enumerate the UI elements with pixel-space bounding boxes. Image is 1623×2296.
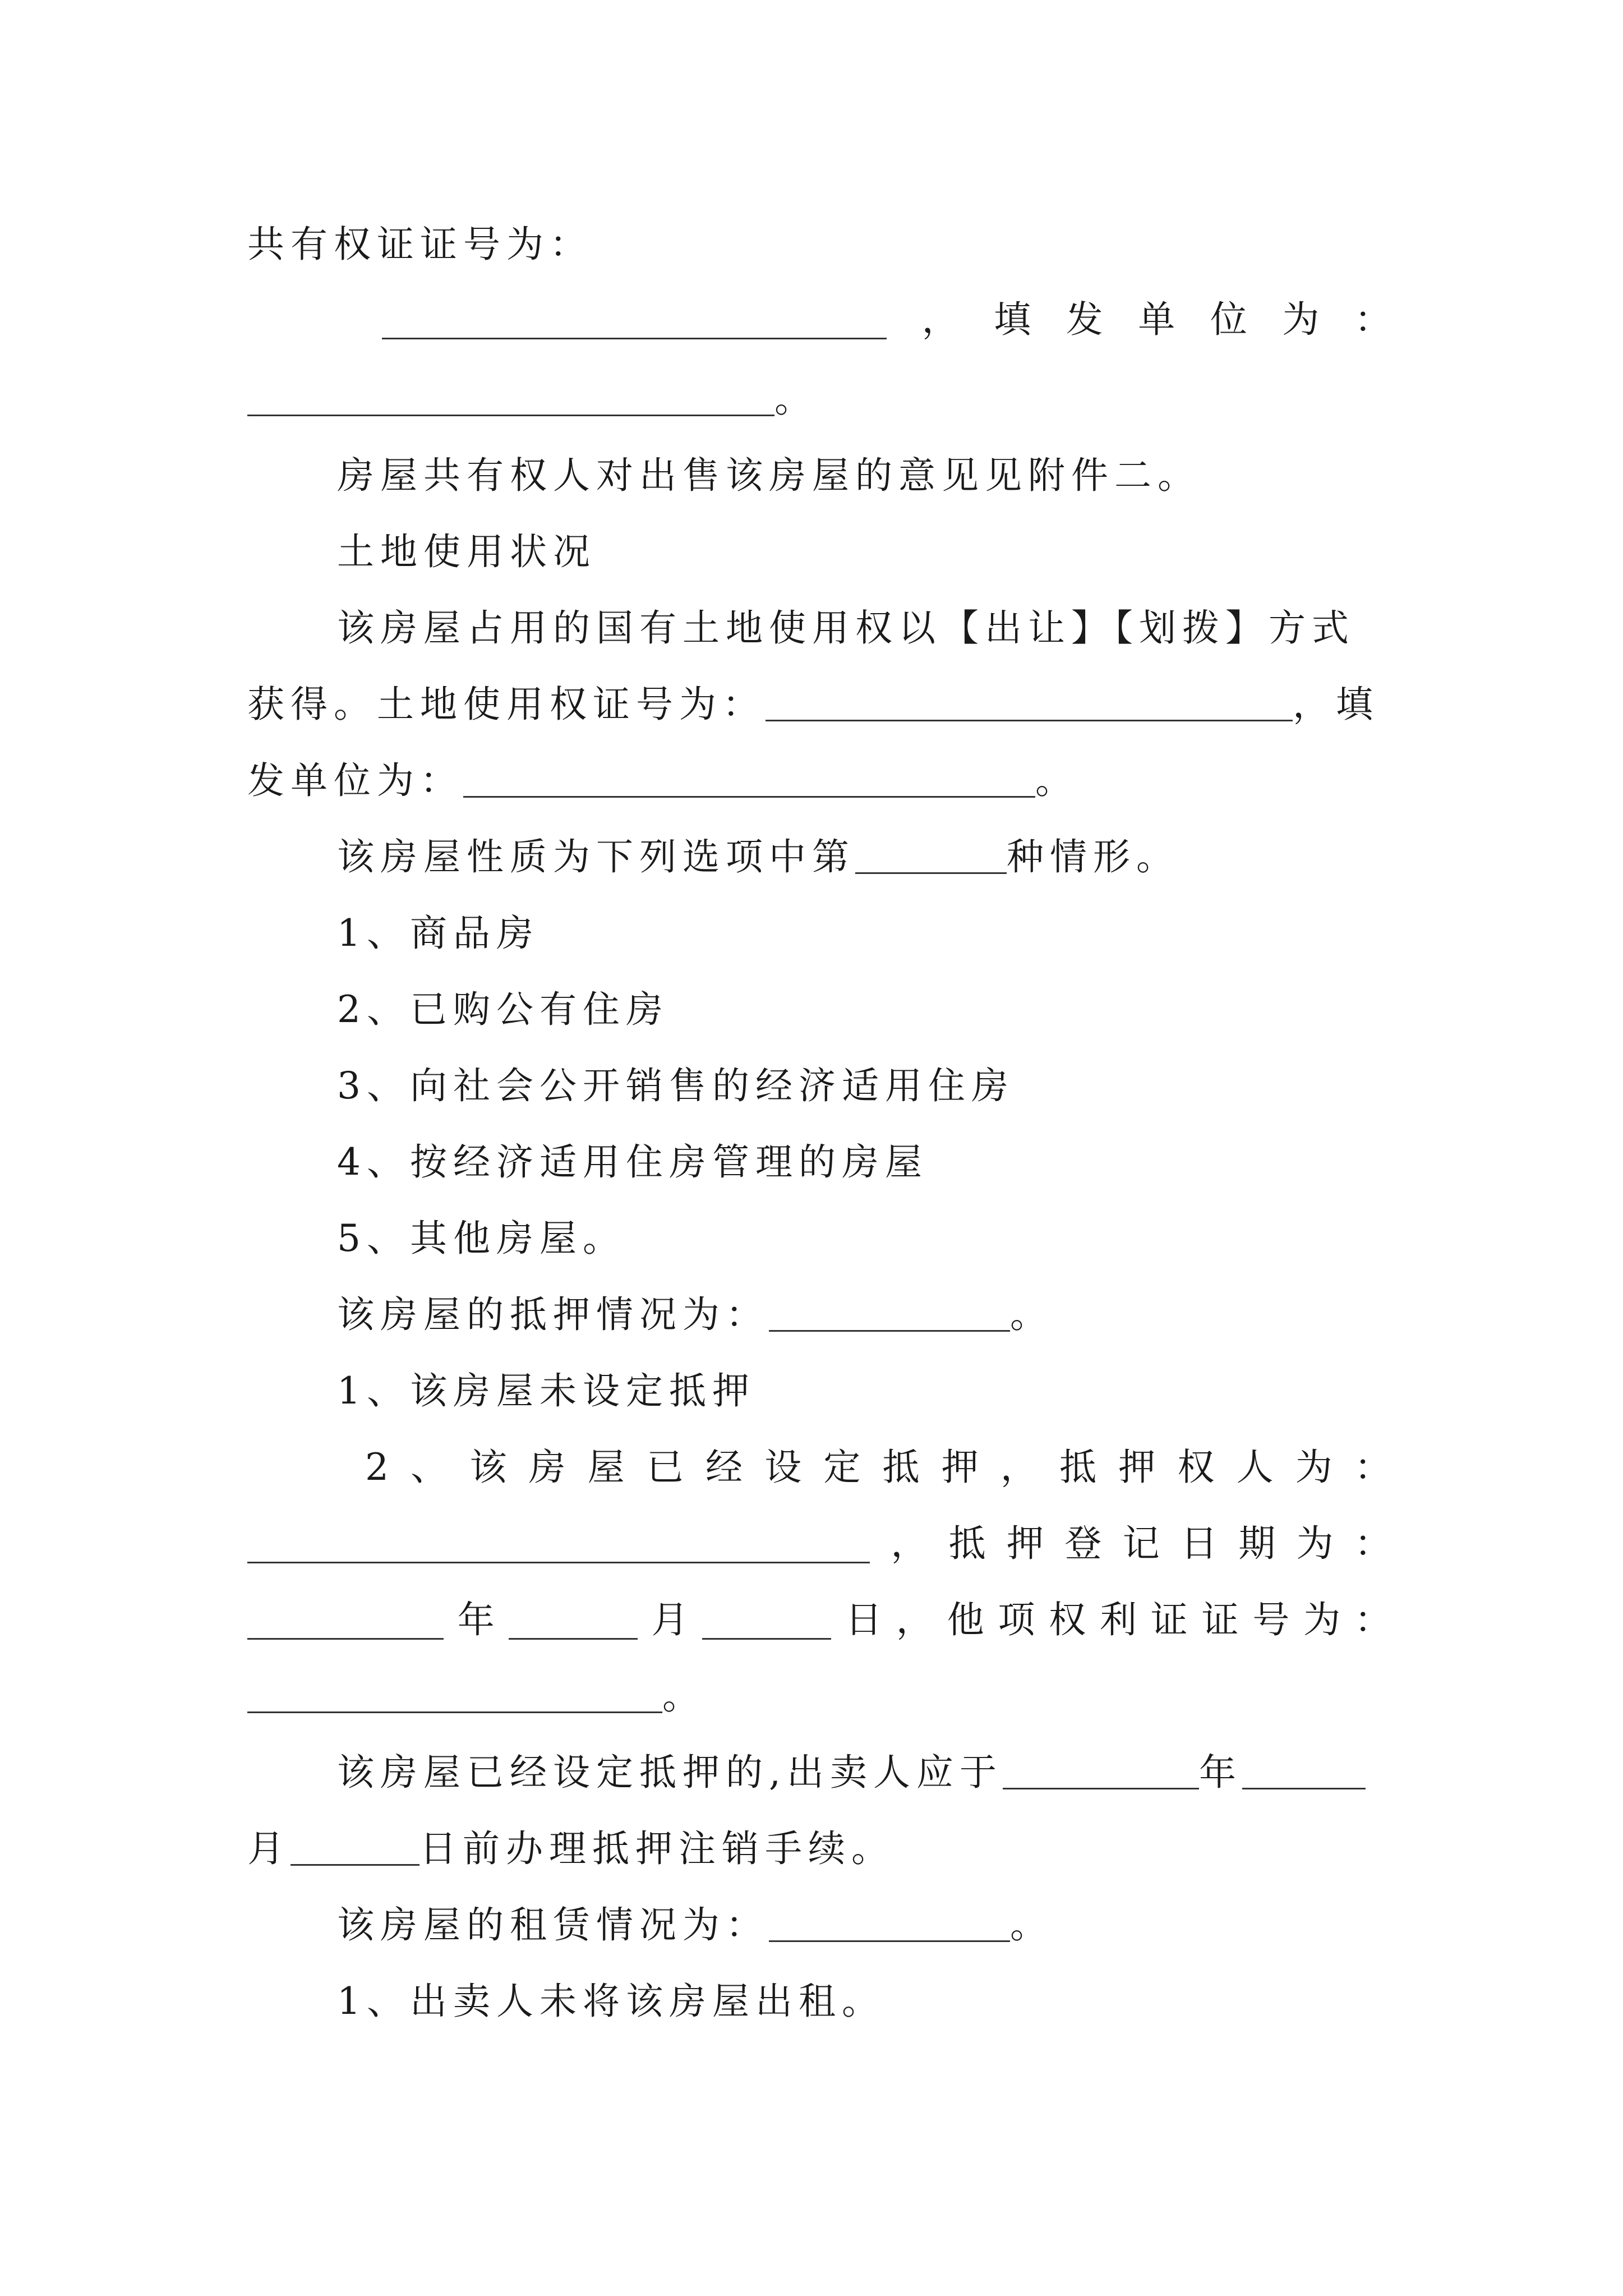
text-line [382,289,1391,351]
text-line [365,1437,1391,1498]
text-line [247,369,1391,430]
char: 押 [941,1446,979,1489]
char: 单 [1138,298,1175,341]
line-text: 房屋共有权人对出售该房屋的意见见附件二。 [337,454,1201,497]
char: ， [891,1522,928,1565]
line-text: ，填 [1293,683,1379,726]
text-line [247,1665,1391,1727]
char: 权 [1049,1598,1086,1641]
char: 号 [1252,1598,1290,1641]
line-text: 1、商品房 [337,912,540,955]
line-text: 日前办理抵押注销手续。 [419,1827,895,1870]
char: 抵 [1059,1446,1097,1489]
list-item [337,903,1391,964]
punct: 。 [1010,1293,1053,1336]
fill-blank [702,1601,831,1640]
char: 期 [1238,1522,1276,1565]
text-line [247,1589,1391,1651]
fill-blank [247,1525,870,1563]
line-text: 年 [1198,1751,1242,1794]
char: 设 [764,1446,802,1489]
text-line [337,597,1391,659]
char: 证 [1201,1598,1239,1641]
list-item [337,1131,1391,1193]
text-line [337,445,1391,507]
char: 房 [528,1446,566,1489]
char: 为 [1296,1522,1334,1565]
list-item [337,1055,1391,1117]
text-line [337,1894,1391,1956]
fill-blank [855,835,1007,874]
line-text: 该房屋占用的国有土地使用权以【出让】【划拨】方式 [337,606,1355,650]
char: 发 [1066,298,1103,341]
char: 为 [1303,1598,1341,1641]
char: 该 [469,1446,507,1489]
char: 、 [411,1446,448,1489]
char: 押 [1006,1522,1044,1565]
char: 权 [1177,1446,1215,1489]
char: 经 [706,1446,743,1489]
char: 利 [1099,1598,1137,1641]
char: ： [1354,1598,1391,1641]
section-heading [337,521,1391,583]
punct: 。 [662,1674,706,1718]
char: 项 [998,1598,1035,1641]
line-text: 5、其他房屋。 [337,1217,626,1260]
char: 人 [1236,1446,1274,1489]
list-item [337,1360,1391,1422]
char: 日 [1180,1522,1218,1565]
line-text: 1、出卖人未将该房屋出租。 [337,1980,885,2023]
list-item [337,979,1391,1041]
fill-blank [247,1674,662,1713]
fill-blank [1242,1751,1366,1789]
char: 他 [947,1598,984,1641]
fill-blank [247,378,774,416]
char: 2 [365,1446,389,1489]
text-line [337,826,1391,888]
date-day-label: 日 [845,1598,882,1641]
fill-blank [769,1293,1010,1332]
line-text: 1、该房屋未设定抵押 [337,1369,755,1412]
char: ： [1354,1522,1391,1565]
text-line [247,1513,1391,1575]
char: ： [1354,1446,1391,1489]
line-text: 种情形。 [1007,835,1179,878]
fill-blank [291,1827,419,1866]
char: 抵 [882,1446,920,1489]
line-text: 该房屋性质为下列选项中第 [337,835,855,878]
fill-blank [766,683,1293,721]
line-text: 4、按经济适用住房管理的房屋 [337,1140,928,1184]
char: 记 [1122,1522,1160,1565]
char: 已 [646,1446,684,1489]
char: 定 [823,1446,861,1489]
char: 押 [1118,1446,1156,1489]
text-line [337,1284,1391,1346]
punct: ， [921,298,959,341]
list-item [337,1971,1391,2032]
char: 为 [1282,298,1320,341]
date-month-label: 月 [651,1598,689,1641]
list-item [337,1208,1391,1269]
date-year-label: 年 [457,1598,495,1641]
fill-blank [509,1601,638,1640]
text-line [247,750,1391,812]
text-line [247,674,1391,735]
line-text: 2、已购公有住房 [337,988,669,1031]
char: 证 [1150,1598,1188,1641]
line-text: 月 [247,1827,291,1870]
char: 填 [994,298,1031,341]
fill-blank [247,1601,444,1640]
line-text: 3、向社会公开销售的经济适用住房 [337,1064,1015,1107]
text-line [247,1818,1391,1880]
char: 为 [1295,1446,1332,1489]
char: ， [896,1598,933,1641]
line-text: 土地使用状况 [337,530,596,573]
char: ： [1354,298,1391,341]
line-text: 发单位为： [247,759,463,802]
line-text: 该房屋的租赁情况为： [337,1903,769,1947]
text-line [337,1742,1391,1803]
fill-blank [382,301,887,339]
line-text: 获得。土地使用权证号为： [247,683,766,726]
fill-blank [1003,1751,1199,1789]
line-text: 该房屋的抵押情况为： [337,1293,769,1336]
fill-blank [463,759,1035,798]
line-text: 该房屋已经设定抵押的,出卖人应于 [337,1751,1003,1794]
char: 抵 [948,1522,986,1565]
fill-blank [769,1903,1010,1942]
char: 位 [1210,298,1247,341]
text-line [247,214,1391,275]
line-text: 共有权证证号为： [247,223,593,266]
char: 屋 [587,1446,625,1489]
char: ， [1000,1446,1038,1489]
char: 登 [1064,1522,1102,1565]
punct: 。 [1010,1903,1053,1947]
punct: 。 [774,378,818,421]
punct: 。 [1035,759,1078,802]
